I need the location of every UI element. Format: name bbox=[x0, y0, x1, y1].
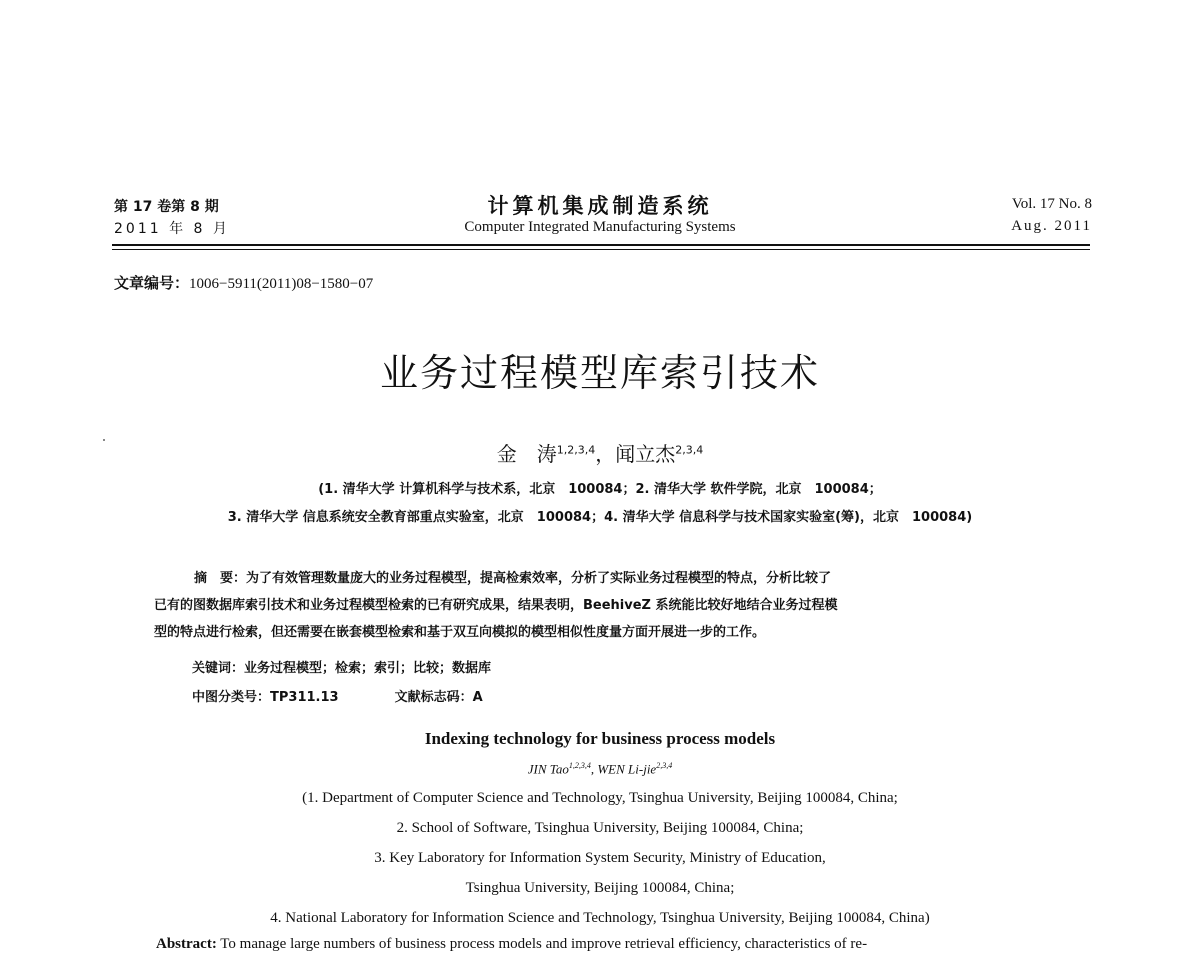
abstract-cn-line-1: 摘 要：为了有效管理数量庞大的业务过程模型，提高检索效率，分析了实际业务过程模型的特点，分析比较了 bbox=[194, 571, 832, 586]
article-number bbox=[114, 272, 373, 293]
abstract-cn-line-3: 型的特点进行检索，但还需要在嵌套模型检索和基于双互向模拟的模型相似性度量方面开展进一步的工作。 bbox=[154, 625, 766, 640]
author-1-en: JIN Tao bbox=[527, 761, 569, 777]
document-code: 文献标志码：A bbox=[394, 690, 483, 705]
affiliation-en-line-3: 3. Key Laboratory for Information System Security, Ministry of Education, bbox=[374, 850, 826, 866]
paper-title-cn: 业务过程模型库索引技术 bbox=[379, 351, 820, 395]
abstract-en-label: Abstract: bbox=[156, 936, 217, 952]
journal-volume-en: Vol. 17 No. 8 bbox=[1011, 196, 1092, 212]
abstract-en-text: To manage large numbers of business process models and improve retrieval efficiency, characteristics of re- bbox=[216, 936, 868, 952]
affiliation-en-line-5: 4. National Laboratory for Information Science and Technology, Tsinghua University, Beijing 100084, China) bbox=[270, 910, 930, 926]
author-2-affil-cn: 2,3,4 bbox=[675, 443, 704, 457]
article-number-value: 1006−5911(2011)08−1580−07 bbox=[189, 276, 374, 292]
author-2-cn: 闻立杰 bbox=[615, 442, 676, 466]
authors-cn bbox=[0, 438, 1200, 467]
author-1-affil-en: 1,2,3,4 bbox=[568, 761, 591, 770]
affiliation-en-line-2: 2. School of Software, Tsinghua University, Beijing 100084, China; bbox=[396, 820, 804, 836]
journal-name-en: Computer Integrated Manufacturing Systems bbox=[464, 219, 736, 235]
article-number-label: 文章编号： bbox=[114, 274, 190, 292]
journal-date-en: Aug. 2011 bbox=[1011, 218, 1092, 234]
paper-title-en: Indexing technology for business process models bbox=[424, 729, 776, 748]
author-separator-en: , bbox=[590, 761, 598, 777]
header-rule-thick bbox=[112, 244, 1090, 246]
affiliation-en-line-4: Tsinghua University, Beijing 100084, China; bbox=[465, 880, 735, 896]
authors-en bbox=[0, 761, 1200, 777]
header-rule-thin bbox=[112, 249, 1090, 250]
clc-number: 中图分类号：TP311.13 bbox=[192, 690, 339, 705]
classification-row bbox=[192, 686, 483, 705]
author-1-affil-cn: 1,2,3,4 bbox=[556, 443, 596, 457]
keywords-cn: 关键词：业务过程模型；检索；索引；比较；数据库 bbox=[192, 661, 492, 676]
journal-volume-issue: 第 17 卷第 8 期 bbox=[114, 199, 219, 215]
abstract-cn bbox=[154, 565, 1054, 646]
author-separator-cn: ， bbox=[595, 442, 616, 466]
abstract-en bbox=[156, 936, 867, 953]
affiliation-cn-line-2: 3. 清华大学 信息系统安全教育部重点实验室，北京 100084；4. 清华大学 信息科学与技术国家实验室(筹)，北京 100084) bbox=[227, 510, 973, 525]
journal-name-cn: 计算机集成制造系统 bbox=[487, 194, 713, 218]
author-2-en: WEN Li-jie bbox=[597, 761, 657, 777]
abstract-cn-line-2: 已有的图数据库索引技术和业务过程模型检索的已有研究成果，结果表明，BeehiveZ 系统能比较好地结合业务过程模 bbox=[154, 598, 838, 613]
journal-date-cn: 2011 年 8 月 bbox=[114, 221, 230, 237]
affiliation-en-line-1: (1. Department of Computer Science and Technology, Tsinghua University, Beijing 100084, China; bbox=[302, 790, 898, 806]
affiliation-cn-line-1: (1. 清华大学 计算机科学与技术系，北京 100084；2. 清华大学 软件学院，北京 100084； bbox=[318, 482, 882, 497]
author-1-cn: 金 涛 bbox=[496, 442, 557, 466]
author-2-affil-en: 2,3,4 bbox=[656, 761, 673, 770]
